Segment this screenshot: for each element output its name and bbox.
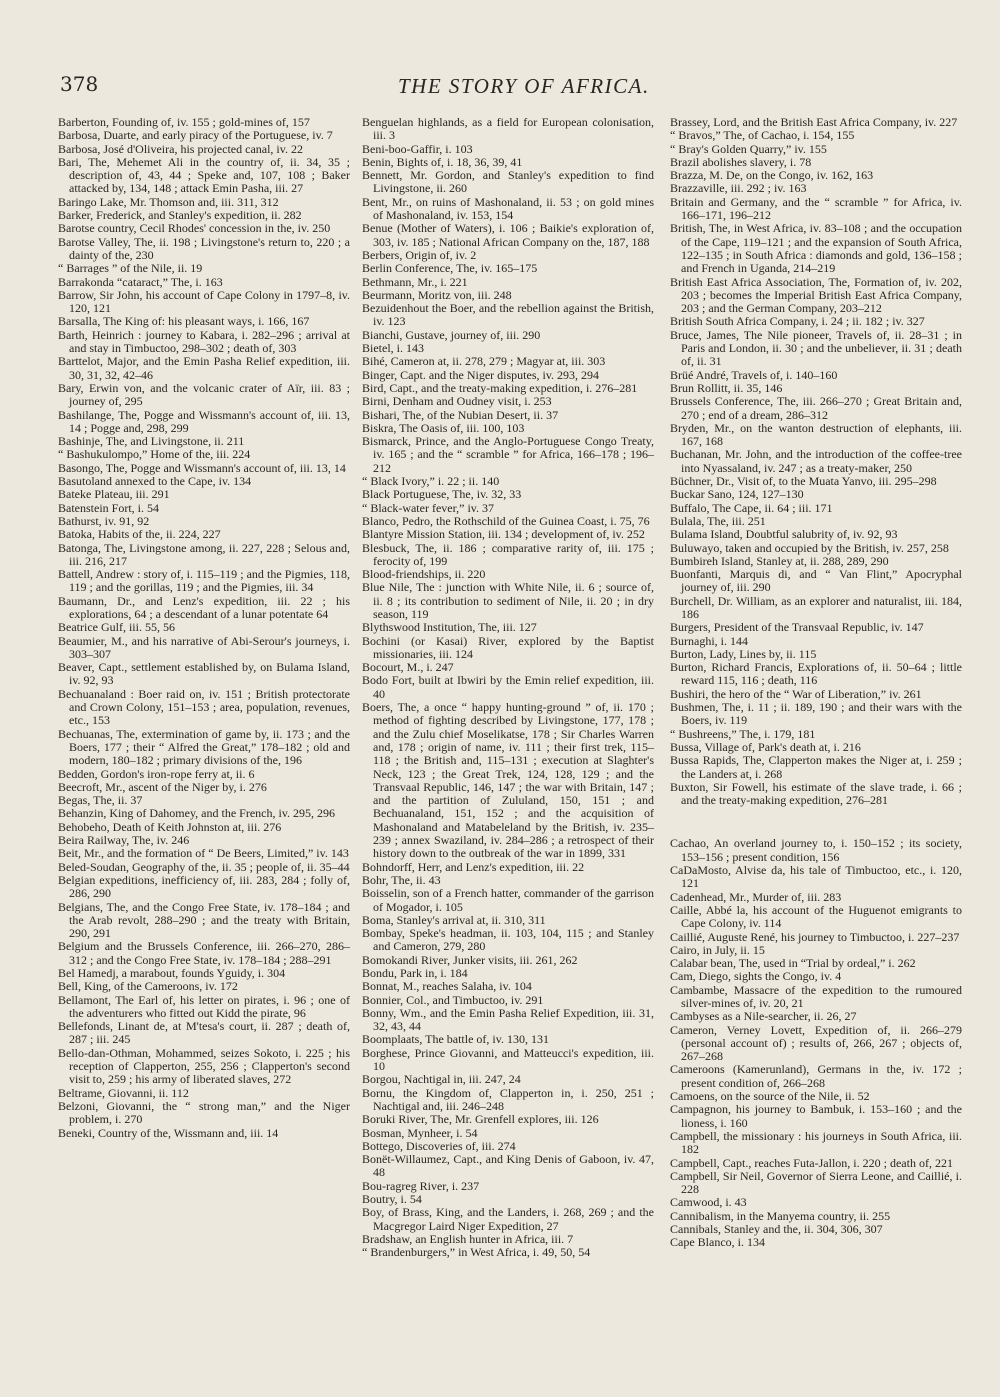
index-entry: British, The, in West Africa, iv. 83–108 ; and the occupation of the Cape, 119–121 ; and the expansion of South Africa, 122–135 ; in South Africa : diamonds and gold, 136–158 ; and French in Uganda, 214–219 [670,221,962,276]
index-entry: “ Black-water fever,” iv. 37 [362,500,495,515]
index-entry: Barsalla, The King of: his pleasant ways, i. 166, 167 [58,314,310,329]
index-entry: Barrakonda “cataract,” The, i. 163 [58,274,223,289]
index-entry: Boers, The, a once “ happy hunting-ground ” of, ii. 170 ; method of fighting described by Livingstone, 177, 178 ; and the Zulu chief Moselikatse, 178 ; Sir Charles Warren and, 178 ; origin of name, iv. 111 ; their first trek, 115–118 ; the British and, 115–131 ; execution at Slaghter's Neck, 123 ; the Great Trek, 124, 128, 129 ; and the Transvaal Republic, 146, 147 ; the war with Britain, 147 ; and the partition of Zululand, 150, 151 ; and Bechuanaland, 151, 152 ; and the acquisition of Mashonaland and Matabeleland by the British, iv. 235–239 ; annex Swaziland, iv. 284–286 ; a retrospect of their history down to the outbreak of the war in 1899, 331 [362,700,654,861]
index-entry: Beurmann, Moritz von, iii. 248 [362,287,512,302]
index-entry: Bechuanaland : Boer raid on, iv. 151 ; British protectorate and Crown Colony, 151–153 ; area, population, revenues, etc., 153 [58,686,350,728]
index-entry: Caillié, Auguste René, his journey to Timbuctoo, i. 227–237 [670,929,960,944]
index-entry: Beit, Mr., and the formation of “ De Beers, Limited,” iv. 143 [58,846,349,861]
index-entry: Burchell, Dr. William, as an explorer and naturalist, iii. 184, 186 [670,593,962,621]
index-entry: Burton, Richard Francis, Explorations of, ii. 50–64 ; little reward 115, 116 ; death, 116 [670,660,962,688]
index-entry: Bechuanas, The, extermination of game by, ii. 173 ; and the Boers, 177 ; their “ Alfred the Great,” 178–182 ; old and modern, 180–182 ; primary divisions of the, 196 [58,726,350,768]
index-entry: Barotse country, Cecil Rhodes' concession in the, iv. 250 [58,221,331,236]
index-entry: Bezuidenhout the Boer, and the rebellion against the British, iv. 123 [362,301,654,329]
index-column-2 [362,116,654,1260]
index-column-1 [58,116,350,1140]
index-entry: Büchner, Dr., Visit of, to the Muata Yanvo, iii. 295–298 [670,474,937,489]
index-entry: British East Africa Association, The, Formation of, iv. 202, 203 ; becomes the Imperial British East Africa Company, 203 ; and the German Company, 203–212 [670,274,962,316]
index-entry: Bonnier, Col., and Timbuctoo, iv. 291 [362,992,544,1007]
index-entry: Buffalo, The Cape, ii. 64 ; iii. 171 [670,500,833,515]
index-entry: Brazza, M. De, on the Congo, iv. 162, 163 [670,168,874,183]
index-entry: Borghese, Prince Giovanni, and Matteucci's expedition, iii. 10 [362,1045,654,1074]
index-entry: Burnaghi, i. 144 [670,633,748,648]
index-entry: “ Bravos,” The, of Cachao, i. 154, 155 [670,128,855,143]
index-entry: Bondu, Park in, i. 184 [362,966,468,980]
index-entry: Campbell, the missionary : his journeys in South Africa, iii. 182 [670,1128,962,1157]
index-entry: Camoens, on the source of the Nile, ii. 52 [670,1089,870,1104]
index-entry: Behanzin, King of Dahomey, and the French, iv. 295, 296 [58,806,336,821]
index-entry: Barth, Heinrich : journey to Kabara, i. 282–296 ; arrival at and stay in Timbuctoo, 298–302 ; death of, 303 [58,327,350,356]
index-entry: Bohndorff, Herr, and Lenz's expedition, iii. 22 [362,859,585,874]
running-title: THE STORY OF AFRICA. [398,74,650,98]
index-entry: Cairo, in July, ii. 15 [670,942,765,957]
index-entry: Cambyses as a Nile-searcher, ii. 26, 27 [670,1009,857,1024]
index-entry: Buchanan, Mr. John, and the introduction of the coffee-tree into Nyassaland, iv. 247 ; as a treaty-maker, 250 [670,447,962,475]
index-entry: Barttelot, Major, and the Emin Pasha Relief expedition, iii. 30, 31, 32, 42–46 [58,354,350,382]
index-entry: Bennett, Mr. Gordon, and Stanley's expedition to find Livingstone, ii. 260 [362,168,654,196]
page-header [60,72,660,102]
index-entry: Bietel, i. 143 [362,341,424,356]
index-entry: Bent, Mr., on ruins of Mashonaland, ii. 53 ; on gold mines of Mashonaland, iv. 153, 154 [362,194,654,223]
index-entry: Belgian expeditions, inefficiency of, iii. 283, 284 ; folly of, 286, 290 [58,872,350,901]
index-entry: Bou-ragreg River, i. 237 [362,1178,480,1193]
index-entry: Brüé André, Travels of, i. 140–160 [670,367,838,382]
index-entry: Bary, Erwin von, and the volcanic crater of Aïr, iii. 83 ; journey of, 295 [58,380,350,409]
index-entry: Beaver, Capt., settlement established by, on Bulama Island, iv. 92, 93 [58,660,350,688]
index-entry: Boisselin, son of a French hatter, commander of the garrison of Mogador, i. 105 [362,886,654,914]
index-entry: Bashinje, The, and Livingstone, ii. 211 [58,434,245,449]
index-entry: Boutry, i. 54 [362,1192,422,1207]
index-entry: Boomplaats, The battle of, iv. 130, 131 [362,1032,549,1047]
index-entry: Buxton, Sir Fowell, his estimate of the slave trade, i. 66 ; and the treaty-making expedition, 276–281 [670,779,962,808]
index-entry: Bohr, The, ii. 43 [362,872,441,887]
index-entry: Boruki River, The, Mr. Grenfell explores, iii. 126 [362,1112,599,1127]
index-entry: Bishari, The, of the Nubian Desert, ii. 37 [362,407,559,422]
index-entry: Bushiri, the hero of the “ War of Liberation,” iv. 261 [670,686,922,701]
index-entry: Benue (Mother of Waters), i. 106 ; Baikie's exploration of, 303, iv. 185 ; National African Company on the, 187, 188 [362,221,654,249]
index-entry: Cape Blanco, i. 134 [670,1235,765,1250]
index-entry: Blesbuck, The, ii. 186 ; comparative rarity of, iii. 175 ; ferocity of, 199 [362,540,654,568]
index-entry: Bornu, the Kingdom of, Clapperton in, i. 250, 251 ; Nachtigal and, iii. 246–248 [362,1085,654,1113]
index-entry: Bel Hamedj, a marabout, founds Yguidy, i. 304 [58,966,286,980]
index-entry: Bodo Fort, built at Ibwiri by the Emin relief expedition, iii. 40 [362,673,654,701]
index-entry: Bird, Capt., and the treaty-making expedition, i. 276–281 [362,380,638,395]
index-entry: Binger, Capt. and the Niger disputes, iv. 293, 294 [362,367,600,382]
index-entry: Bonny, Wm., and the Emin Pasha Relief Expedition, iii. 31, 32, 43, 44 [362,1005,654,1034]
index-entry: Britain and Germany, and the “ scramble ” for Africa, iv. 166–171, 196–212 [670,194,962,223]
index-entry: “ Brandenburgers,” in West Africa, i. 49, 50, 54 [362,1245,591,1260]
index-entry: Burgers, President of the Transvaal Republic, iv. 147 [670,620,924,635]
index-entry: Bulama Island, Doubtful salubrity of, iv. 92, 93 [670,527,898,542]
letter-section-gap [670,807,962,837]
index-entry: Brun Rollitt, ii. 35, 146 [670,380,783,395]
index-entry: “ Black Ivory,” i. 22 ; ii. 140 [362,474,500,489]
index-entry: Bellamont, The Earl of, his letter on pirates, i. 96 ; one of the adventurers who fitted out Kidd the pirate, 96 [58,992,350,1020]
index-entry: Boma, Stanley's arrival at, ii. 310, 311 [362,912,546,927]
index-entry: Benin, Bights of, i. 18, 36, 39, 41 [362,154,523,169]
index-entry: Bulala, The, iii. 251 [670,513,766,528]
index-entry: Barberton, Founding of, iv. 155 ; gold-mines of, 157 [58,115,310,129]
index-entry: “ Bashukulompo,” Home of the, iii. 224 [58,447,251,462]
index-entry: Birni, Denham and Oudney visit, i. 253 [362,394,552,409]
index-entry: Cambambe, Massacre of the expedition to the rumoured silver-mines of, iv. 20, 21 [670,982,962,1010]
index-entry: Bottego, Discoveries of, iii. 274 [362,1138,516,1153]
index-entry: Cameron, Verney Lovett, Expedition of, ii. 266–279 (personal account of) ; results of, 266, 267 ; objects of, 267–268 [670,1022,962,1064]
index-entry: Basutoland annexed to the Cape, iv. 134 [58,474,252,489]
index-entry: Belzoni, Giovanni, the “ strong man,” and the Niger problem, i. 270 [58,1098,350,1127]
index-entry: “ Barrages ” of the Nile, ii. 19 [58,261,203,276]
index-entry: Black Portuguese, The, iv. 32, 33 [362,487,522,502]
index-entry: CaDaMosto, Alvise da, his tale of Timbuctoo, etc., i. 120, 121 [670,863,962,891]
index-entry: Batonga, The, Livingstone among, ii. 227, 228 ; Selous and, iii. 216, 217 [58,540,350,568]
index-entry: Belgium and the Brussels Conference, iii. 266–270, 286–312 ; and the Congo Free State, iv. 178–184 ; 288–291 [58,939,350,967]
index-entry: Brassey, Lord, and the British East Africa Company, iv. 227 [670,115,958,129]
index-entry: Bethmann, Mr., i. 221 [362,274,468,289]
index-entry: Biskra, The Oasis of, iii. 100, 103 [362,420,525,435]
index-entry: Bonnat, M., reaches Salaha, iv. 104 [362,979,532,994]
index-entry: Bedden, Gordon's iron-rope ferry at, ii. 6 [58,766,255,781]
index-entry: Barrow, Sir John, his account of Cape Colony in 1797–8, iv. 120, 121 [58,287,350,316]
index-entry: Bellefonds, Linant de, at M'tesa's court, ii. 287 ; death of, 287 ; iii. 245 [58,1019,350,1047]
index-entry: Bonët-Willaumez, Capt., and King Denis of Gaboon, iv. 47, 48 [362,1152,654,1180]
index-entry: Blantyre Mission Station, iii. 134 ; development of, iv. 252 [362,527,645,542]
index-entry: Batoka, Habits of the, ii. 224, 227 [58,527,221,542]
index-entry: Baumann, Dr., and Lenz's expedition, iii. 22 ; his explorations, 64 ; a descendant of a lunar potentate 64 [58,593,350,621]
index-entry: Boy, of Brass, King, and the Landers, i. 268, 269 ; and the Macgregor Laird Niger Expedition, 27 [362,1205,654,1233]
index-entry: Bathurst, iv. 91, 92 [58,513,150,528]
index-entry: Blood-friendships, ii. 220 [362,567,486,582]
index-entry: Barotse Valley, The, ii. 198 ; Livingstone's return to, 220 ; a dainty of the, 230 [58,234,350,262]
index-entry: Bell, King, of the Cameroons, iv. 172 [58,979,238,994]
index-entry: Bruce, James, The Nile pioneer, Travels of, ii. 28–31 ; in Paris and London, ii. 30 ; and the unbeliever, ii. 31 ; death of, ii. 31 [670,327,962,369]
index-entry: Buckar Sano, 124, 127–130 [670,487,804,502]
index-entry: Camwood, i. 43 [670,1195,747,1210]
index-entry: Bussa, Village of, Park's death at, i. 216 [670,739,861,754]
index-entry: Bomokandi River, Junker visits, iii. 261, 262 [362,952,578,967]
index-entry: Beltrame, Giovanni, ii. 112 [58,1085,189,1100]
index-entry: Campbell, Capt., reaches Futa-Jallon, i. 220 ; death of, 221 [670,1155,953,1170]
index-entry: Blanco, Pedro, the Rothschild of the Guinea Coast, i. 75, 76 [362,513,650,528]
index-entry: Beni-boo-Gaffir, i. 103 [362,141,473,156]
index-entry: Blue Nile, The : junction with White Nile, ii. 6 ; source of, ii. 8 ; its contribution to sediment of Nile, ii. 20 ; in dry season, 119 [362,580,654,621]
index-entry: Cam, Diego, sights the Congo, iv. 4 [670,969,842,984]
index-entry: “ Bray's Golden Quarry,” iv. 155 [670,141,827,156]
index-entry: Bochini (or Kasai) River, explored by the Baptist missionaries, iii. 124 [362,633,654,661]
index-entry: Bihé, Cameron at, ii. 278, 279 ; Magyar at, iii. 303 [362,354,606,369]
index-entry: Bocourt, M., i. 247 [362,660,454,675]
index-entry: Beled-Soudan, Geography of the, ii. 35 ; people of, ii. 35–44 [58,859,350,874]
page-number: 378 [60,72,99,96]
index-entry: Bosman, Mynheer, i. 54 [362,1125,478,1140]
index-entry: Belgians, The, and the Congo Free State, iv. 178–184 ; and the Arab revolt, 288–290 ; and the treaty with Britain, 290, 291 [58,899,350,941]
index-entry: Bryden, Mr., on the wanton destruction of elephants, iii. 167, 168 [670,420,962,449]
index-entry: Campbell, Sir Neil, Governor of Sierra Leone, and Caillié, i. 228 [670,1168,962,1197]
index-entry: Barker, Frederick, and Stanley's expedition, ii. 282 [58,208,302,223]
index-entry: Borgou, Nachtigal in, iii. 247, 24 [362,1072,521,1087]
index-entry: Cannibalism, in the Manyema country, ii. 255 [670,1208,891,1223]
index-entry: Beatrice Gulf, iii. 55, 56 [58,620,175,635]
index-entry: Blythswood Institution, The, iii. 127 [362,620,537,635]
index-entry: Brazzaville, iii. 292 ; iv. 163 [670,181,807,196]
index-entry: Berlin Conference, The, iv. 165–175 [362,261,538,276]
index-entry: Bumbireh Island, Stanley at, ii. 288, 289, 290 [670,553,889,568]
index-entry: Cachao, An overland journey to, i. 150–152 ; its society, 153–156 ; present condition, 156 [670,836,962,864]
index-entry: Beecroft, Mr., ascent of the Niger by, i. 276 [58,779,267,794]
index-entry: Bushmen, The, i. 11 ; ii. 189, 190 ; and their wars with the Boers, iv. 119 [670,700,962,728]
index-entry: Behobeho, Death of Keith Johnston at, iii. 276 [58,819,282,834]
index-column-3 [670,116,962,1250]
index-entry: Cannibals, Stanley and the, ii. 304, 306, 307 [670,1222,883,1237]
index-entry: Benguelan highlands, as a field for European colonisation, iii. 3 [362,115,654,143]
index-entry: Battell, Andrew : story of, i. 115–119 ; and the Pigmies, 118, 119 ; and the gorillas, 119 ; and the Pigmies, iii. 34 [58,567,350,595]
index-entry: Bombay, Speke's headman, ii. 103, 104, 115 ; and Stanley and Cameron, 279, 280 [362,926,654,954]
index-entry: Cadenhead, Mr., Murder of, iii. 283 [670,889,842,904]
index-entry: Calabar bean, The, used in “Trial by ordeal,” i. 262 [670,956,916,971]
index-entry: British South Africa Company, i. 24 ; ii. 182 ; iv. 327 [670,314,925,329]
index-entry: Bello-dan-Othman, Mohammed, seizes Sokoto, i. 225 ; his reception of Clapperton, 255, 256 ; Clapperton's second visit to, 259 ; his army of liberated slaves, 272 [58,1045,350,1087]
index-entry: Bussa Rapids, The, Clapperton makes the Niger at, i. 259 ; the Landers at, i. 268 [670,753,962,781]
index-entry: Bianchi, Gustave, journey of, iii. 290 [362,327,541,342]
index-columns [58,115,962,1386]
index-entry: Begas, The, ii. 37 [58,793,143,808]
index-entry: Buonfanti, Marquis di, and “ Van Flint,” Apocryphal journey of, iii. 290 [670,567,962,595]
index-entry: Beira Railway, The, iv. 246 [58,833,190,848]
index-entry: Bradshaw, an English hunter in Africa, iii. 7 [362,1231,574,1246]
index-entry: Cameroons (Kamerunland), Germans in the, iv. 172 ; present condition of, 266–268 [670,1062,962,1090]
index-entry: Barbosa, Duarte, and early piracy of the Portuguese, iv. 7 [58,128,333,143]
index-entry: Brazil abolishes slavery, i. 78 [670,154,812,169]
index-entry: Brussels Conference, The, iii. 266–270 ; Great Britain and, 270 ; end of a dream, 286–312 [670,394,962,422]
index-entry: Berbers, Origin of, iv. 2 [362,247,477,262]
index-entry: Beaumier, M., and his narrative of Abi-Serour's journeys, i. 303–307 [58,633,350,661]
index-entry: Burton, Lady, Lines by, ii. 115 [670,646,817,661]
index-entry: Basongo, The, Pogge and Wissmann's account of, iii. 13, 14 [58,460,346,475]
index-entry: Bismarck, Prince, and the Anglo-Portuguese Congo Treaty, iv. 165 ; and the “ scramble ” for Africa, 166–178 ; 196–212 [362,434,654,475]
index-entry: Bari, The, Mehemet Ali in the country of, ii. 34, 35 ; description of, 43, 44 ; Speke and, 107, 108 ; Baker attacked by, 134, 148 ; attack Emin Pasha, iii. 27 [58,154,350,196]
index-entry: “ Bushreens,” The, i. 179, 181 [670,726,816,741]
index-entry: Batenstein Fort, i. 54 [58,500,159,515]
index-entry: Beneki, Country of the, Wissmann and, iii. 14 [58,1125,279,1140]
index-entry: Buluwayo, taken and occupied by the British, iv. 257, 258 [670,540,949,555]
index-entry: Campagnon, his journey to Bambuk, i. 153–160 ; and the lioness, i. 160 [670,1102,962,1130]
index-entry: Bashilange, The, Pogge and Wissmann's account of, iii. 13, 14 ; Pogge and, 298, 299 [58,407,350,435]
index-entry: Bateke Plateau, iii. 291 [58,487,170,502]
index-entry: Caille, Abbé la, his account of the Huguenot emigrants to Cape Colony, iv. 114 [670,902,962,931]
index-entry: Baringo Lake, Mr. Thomson and, iii. 311, 312 [58,194,279,209]
index-entry: Barbosa, José d'Oliveira, his projected canal, iv. 22 [58,141,303,156]
